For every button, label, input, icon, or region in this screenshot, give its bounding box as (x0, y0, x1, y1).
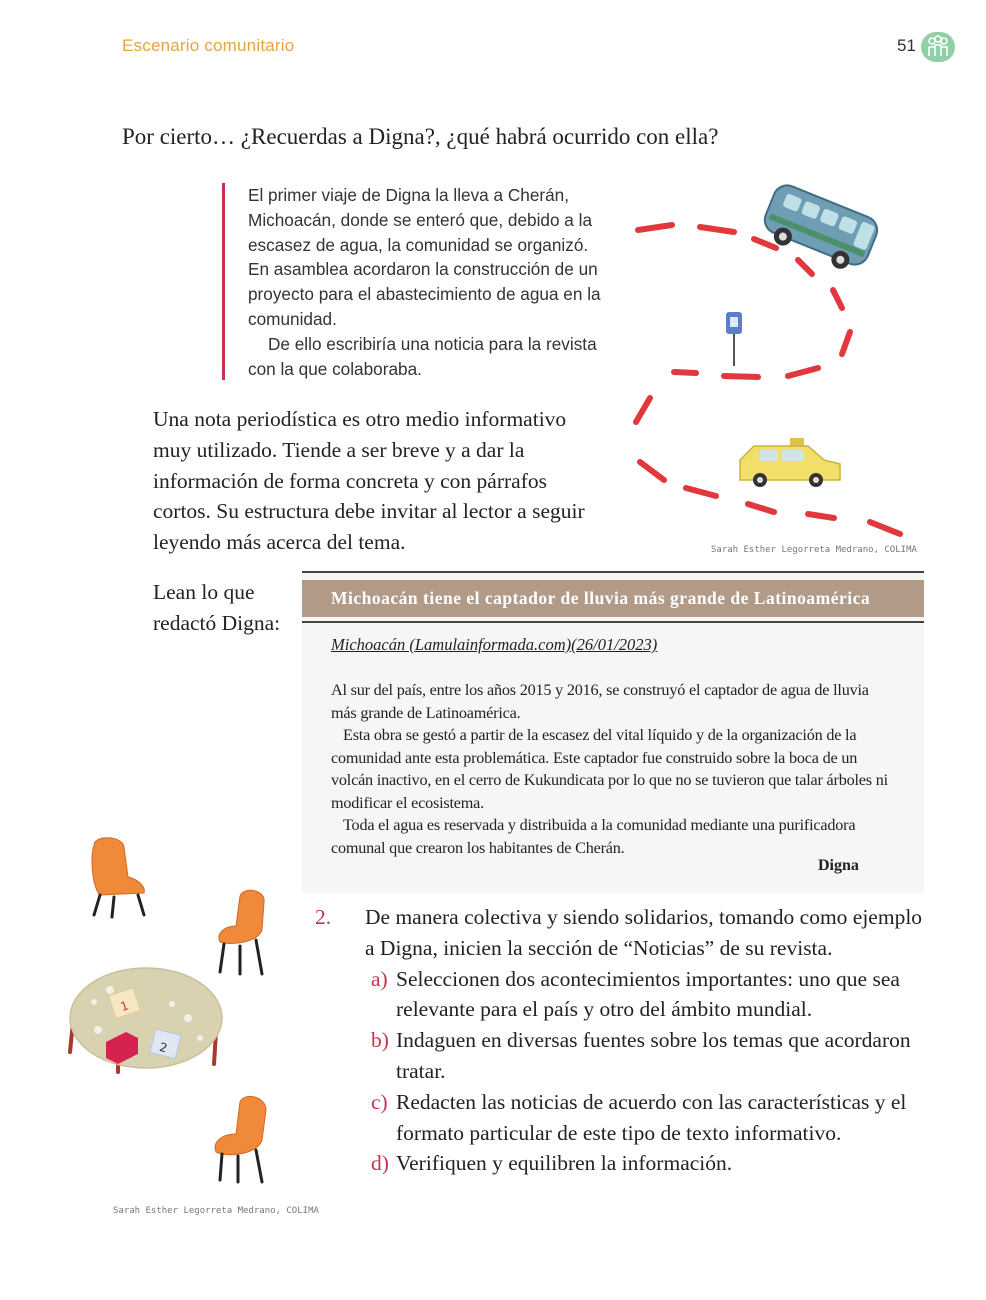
intro-question: Por cierto… ¿Recuerdas a Digna?, ¿qué habrá ocurrido con ella? (122, 124, 719, 149)
chair-icon (92, 838, 144, 917)
activity-number: 2. (315, 905, 332, 929)
step-text: Seleccionen dos acontecimientos importantes: uno que sea relevante para el país y otro del ámbito mundial. (396, 966, 900, 1022)
news-source: Michoacán (Lamulainformada.com)(26/01/2023) (331, 635, 658, 654)
activity-step (371, 1025, 930, 1087)
step-letter: d) (371, 1151, 389, 1176)
page-number: 51 (897, 36, 916, 55)
dashed-road (636, 225, 900, 534)
activity-step (371, 1148, 930, 1179)
illustration-credit: Sarah Esther Legorreta Medrano, COLIMA (113, 1206, 319, 1216)
section-title: Escenario comunitario (122, 36, 295, 55)
quote-paragraph: De ello escribiría una noticia para la revista con la que colaboraba. (248, 333, 597, 379)
bus-icon (757, 182, 881, 277)
step-text: Indaguen en diversas fuentes sobre los temas que acordaron tratar. (396, 1028, 911, 1083)
chair-icon (219, 890, 264, 974)
table-icon (70, 968, 222, 1072)
table-note-label: 2 (157, 1039, 169, 1056)
activity-steps (371, 964, 930, 1180)
step-letter: b) (371, 1028, 389, 1053)
news-paragraph: Al sur del país, entre los años 2015 y 2016, se construyó el captador de agua de lluvia más grande de Latinoamérica. (331, 681, 869, 722)
step-text: Verifiquen y equilibren la información. (396, 1151, 733, 1176)
activity-step (371, 1087, 930, 1149)
bus-stop-sign-icon (726, 312, 742, 366)
news-signature: Digna (818, 857, 859, 874)
quote-paragraph: El primer viaje de Digna la lleva a Cherán, Michoacán, donde se enteró que, debido a la escasez de agua, la comunidad se organizó. En asamblea acordaron la construcción de un proyecto para el abastecimiento de agua en la comunidad. (248, 185, 601, 329)
step-letter: c) (371, 1089, 388, 1114)
news-paragraph: Esta obra se gestó a partir de la escasez del vital líquido y de la organización de la comunidad ante esta problemática. Este captador fue construido sobre la boca de un volcán inactivo, en el cerro de Kukundicata por lo que no se tuvieron que talar árboles ni modificar el ecosistema. (331, 726, 888, 812)
explanation-paragraph: Una nota periodística es otro medio informativo muy utilizado. Tiende a ser breve y a dar la información de forma concreta y con párrafos cortos. Su estructura debe invitar al lector a seguir leyendo más acerca del tema. (153, 407, 585, 555)
activity-step (371, 964, 930, 1026)
news-body (331, 679, 891, 859)
activity-2 (315, 902, 930, 1179)
activity-text: De manera colectiva y siendo solidarios, tomando como ejemplo a Digna, inicien la sección de “Noticias” de su revista. (365, 905, 923, 960)
step-text: Redacten las noticias de acuerdo con las características y el formato particular de este tipo de texto informativo. (396, 1089, 907, 1145)
read-prompt: Lean lo que redactó Digna: (153, 580, 281, 635)
table-note-label: 1 (118, 998, 131, 1015)
road-illustration (628, 182, 918, 542)
news-paragraph: Toda el agua es reservada y distribuida a la comunidad mediante una purificadora comunal que crearon los habitantes de Cherán. (331, 816, 856, 857)
taxi-icon (740, 438, 840, 487)
news-headline: Michoacán tiene el captador de lluvia más grande de Latinoamérica (331, 588, 871, 608)
divider (302, 621, 924, 623)
chair-icon (215, 1096, 266, 1182)
activity-statement (315, 902, 930, 964)
step-letter: a) (371, 966, 388, 991)
classroom-illustration (68, 832, 298, 1207)
illustration-credit: Sarah Esther Legorreta Medrano, COLIMA (711, 545, 917, 555)
divider (302, 571, 924, 573)
story-quote (248, 183, 603, 381)
quote-bar (222, 183, 225, 380)
community-icon (921, 32, 955, 62)
